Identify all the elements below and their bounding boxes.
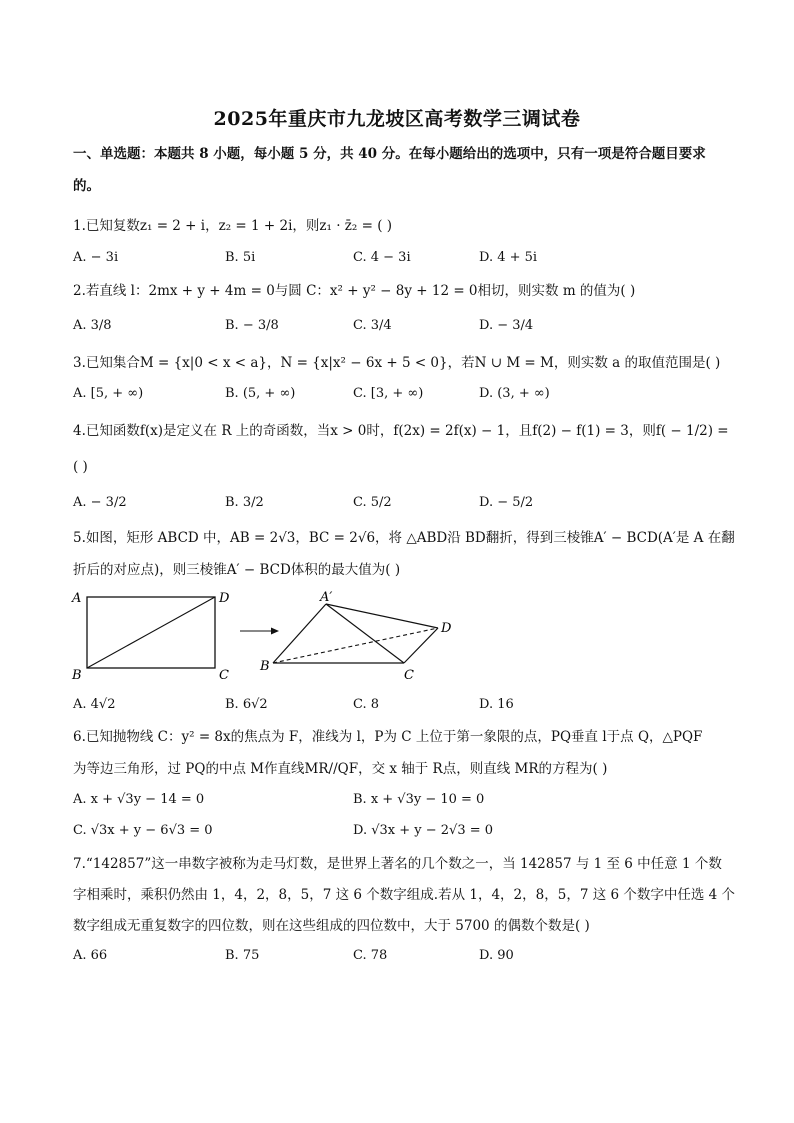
label-d: D	[219, 591, 230, 606]
option-c: C. √3x + y − 6√3 = 0	[73, 823, 213, 838]
option-c: C. 3/4	[353, 318, 392, 333]
option-c: C. 4 − 3i	[353, 250, 411, 265]
question-3-options	[73, 386, 723, 404]
question-5-stem-line2: 折后的对应点)，则三棱锥A′ − BCD体积的最大值为( )	[73, 562, 401, 578]
option-c: C. [3, + ∞)	[353, 386, 424, 401]
option-c: C. 78	[353, 948, 388, 963]
question-6-stem-line1: 6.已知抛物线 C：y² = 8x的焦点为 F，准线为 l，P为 C 上位于第一象限的点，PQ垂直 l于点 Q，△PQF	[73, 729, 703, 745]
question-5-stem-line1: 5.如图，矩形 ABCD 中，AB = 2√3，BC = 2√6，将 △ABD沿 BD翻折，得到三棱锥A′ − BCD(A′是 A 在翻	[73, 530, 735, 546]
option-c: C. 5/2	[353, 495, 392, 510]
option-b: B. 6√2	[225, 697, 268, 712]
hidden-edge-bd	[273, 628, 438, 663]
option-d: D. 90	[479, 948, 514, 963]
option-a: A. x + √3y − 14 = 0	[73, 792, 205, 807]
question-6-stem-line2: 为等边三角形，过 PQ的中点 M作直线MR//QF，交 x 轴于 R点，则直线 MR的方程为( )	[73, 761, 608, 777]
option-a: A. 4√2	[73, 697, 116, 712]
option-a: A. − 3i	[73, 250, 119, 265]
option-b: B. − 3/8	[225, 318, 279, 333]
option-d: D. 4 + 5i	[479, 250, 538, 265]
question-7-stem-line3: 数字组成无重复数字的四位数，则在这些组成的四位数中，大于 5700 的偶数个数是( )	[73, 918, 590, 934]
option-d: D. (3, + ∞)	[479, 386, 550, 401]
diagonal-bd	[87, 597, 215, 668]
option-a: A. 66	[73, 948, 108, 963]
question-3-stem: 3.已知集合M = {x|0 < x < a}，N = {x|x² − 6x + 5 < 0}，若N ∪ M = M，则实数 a 的取值范围是( )	[73, 355, 721, 371]
question-4-options	[73, 495, 723, 513]
label-b: B	[72, 668, 82, 683]
question-5-figure	[68, 588, 468, 688]
option-a: A. 3/8	[73, 318, 112, 333]
question-7-stem-line1: 7.“142857”这一串数字被称为走马灯数，是世界上著名的几个数之一，当 142857 与 1 至 6 中任意 1 个数	[73, 856, 722, 872]
option-b: B. 5i	[225, 250, 256, 265]
option-d: D. 16	[479, 697, 514, 712]
section-header-line2: 的。	[73, 178, 100, 194]
option-a: A. [5, + ∞)	[73, 386, 144, 401]
label-a-prime: A′	[320, 590, 333, 605]
question-1-options	[73, 250, 723, 268]
section-header-line1: 一、单选题：本题共 8 小题，每小题 5 分，共 40 分。在每小题给出的选项中，只有一项是符合题目要求	[73, 146, 706, 162]
label-b2: B	[260, 659, 270, 674]
option-d: D. − 5/2	[479, 495, 534, 510]
question-7-options	[73, 948, 723, 966]
option-b: B. 75	[225, 948, 260, 963]
question-5-options	[73, 697, 723, 715]
option-d: D. √3x + y − 2√3 = 0	[353, 823, 494, 838]
question-1-stem: 1.已知复数z₁ = 2 + i，z₂ = 1 + 2i，则z₁ · z̄₂ = ( )	[73, 218, 393, 234]
question-6-options-row2	[73, 823, 723, 841]
option-b: B. x + √3y − 10 = 0	[353, 792, 485, 807]
question-2-options	[73, 318, 723, 336]
label-c: C	[219, 668, 229, 683]
label-c2: C	[404, 668, 414, 683]
option-d: D. − 3/4	[479, 318, 534, 333]
label-d2: D	[441, 621, 452, 636]
label-a: A	[72, 591, 82, 606]
option-c: C. 8	[353, 697, 380, 712]
option-b: B. (5, + ∞)	[225, 386, 296, 401]
question-4-stem-line2: ( )	[73, 459, 88, 475]
arrow-head	[271, 628, 279, 635]
question-7-stem-line2: 字相乘时，乘积仍然由 1，4，2，8，5，7 这 6 个数字组成.若从 1，4，2，8，5，7 这 6 个数字中任选 4 个	[73, 887, 736, 903]
page-title: 2025年重庆市九龙坡区高考数学三调试卷	[213, 108, 581, 130]
option-b: B. 3/2	[225, 495, 264, 510]
question-4-stem-line1: 4.已知函数f(x)是定义在 R 上的奇函数，当x > 0时，f(2x) = 2f(x) − 1，且f(2) − f(1) = 3，则f( − 1/2) =	[73, 423, 729, 439]
option-a: A. − 3/2	[73, 495, 127, 510]
question-6-options-row1	[73, 792, 723, 810]
question-2-stem: 2.若直线 l：2mx + y + 4m = 0与圆 C：x² + y² − 8y + 12 = 0相切，则实数 m 的值为( )	[73, 283, 636, 299]
